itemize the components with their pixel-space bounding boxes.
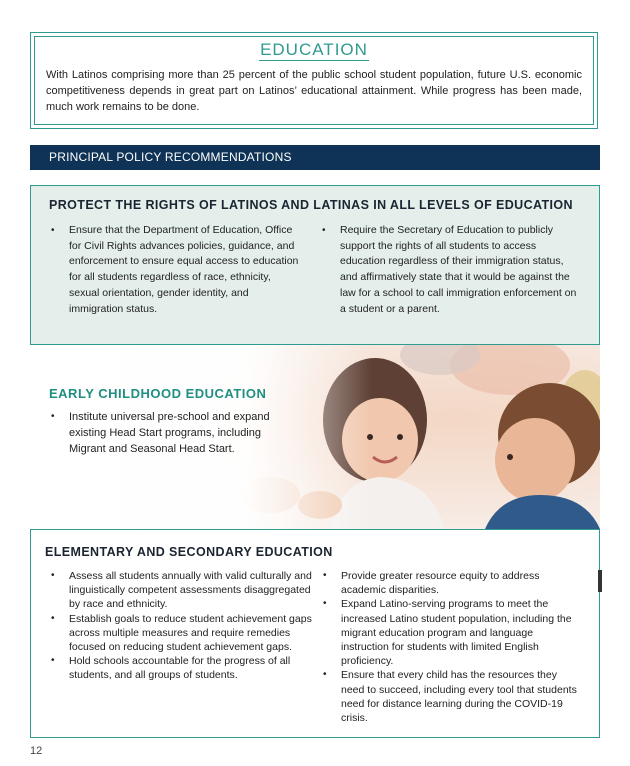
list-item [321,668,583,725]
elem-column-left [49,569,317,683]
bullet-icon: • [323,598,327,610]
list-item-text: Establish goals to reduce student achievement gaps across multiple measures and require remedies focused on reducing student achievement gaps. [69,612,312,654]
rights-heading: PROTECT THE RIGHTS OF LATINOS AND LATINAS IN ALL LEVELS OF EDUCATION [49,198,573,212]
side-marker [598,570,602,592]
list-item-text: Hold schools accountable for the progress of all students, and all groups of students. [69,655,291,682]
elementary-secondary-heading: ELEMENTARY AND SECONDARY EDUCATION [45,545,333,559]
policy-recommendations-banner: PRINCIPAL POLICY RECOMMENDATIONS [30,145,600,170]
list-item [321,597,583,668]
rights-column-right [320,223,580,317]
section-title-text: EDUCATION [260,40,368,59]
bullet-icon: • [51,225,55,236]
elem-column-right [321,569,583,725]
elementary-secondary-box [30,529,600,738]
bullet-icon: • [323,669,327,681]
list-item [49,223,299,317]
education-intro-box [30,32,598,129]
page-number: 12 [30,745,43,757]
list-item-text: Expand Latino-serving programs to meet the increased Latino student population, including the migrant education program and language instruction for students with limited English proficiency. [341,598,572,668]
list-item [49,409,279,457]
list-item [49,612,317,655]
early-childhood-list [49,409,279,457]
list-item [320,223,580,317]
list-item-text: Ensure that the Department of Education, Office for Civil Rights advances policies, guidance, and enforcement to ensure equal access to education for all students regardless of race, ethnicity, sexual orientation, gender identity, and immigration status. [69,224,299,315]
list-item-text: Assess all students annually with valid culturally and linguistically competent assessments disaggregated by race and ethnicity. [69,570,312,611]
list-item-text: Provide greater resource equity to address academic disparities. [341,570,540,597]
bullet-icon: • [51,612,55,624]
bullet-icon: • [323,570,327,581]
section-title [31,40,597,60]
list-item-text: Institute universal pre-school and expand existing Head Start programs, including Migrant and Seasonal Head Start. [69,411,270,455]
list-item-text: Require the Secretary of Education to publicly support the rights of all students to access education regardless of their immigration status, and affirmatively state that it would be against the law for a school to call immigration enforcement on a student or a parent. [340,224,577,315]
bullet-icon: • [51,570,55,581]
intro-paragraph: With Latinos comprising more than 25 percent of the public school student population, future U.S. economic competitiveness depends in great part on Latinos’ educational attainment. While progress has been made, much work remains to be done. [46,69,582,113]
list-item [49,569,317,612]
bullet-icon: • [51,411,55,422]
early-childhood-heading: EARLY CHILDHOOD EDUCATION [49,386,267,401]
rights-box [30,185,600,345]
list-item [321,569,583,597]
bullet-icon: • [51,655,55,667]
bullet-icon: • [322,225,326,236]
list-item-text: Ensure that every child has the resources they need to succeed, including every tool that students need for distance learning during the COVID-19 crisis. [341,669,577,725]
rights-column-left [49,223,299,317]
list-item [49,654,317,682]
